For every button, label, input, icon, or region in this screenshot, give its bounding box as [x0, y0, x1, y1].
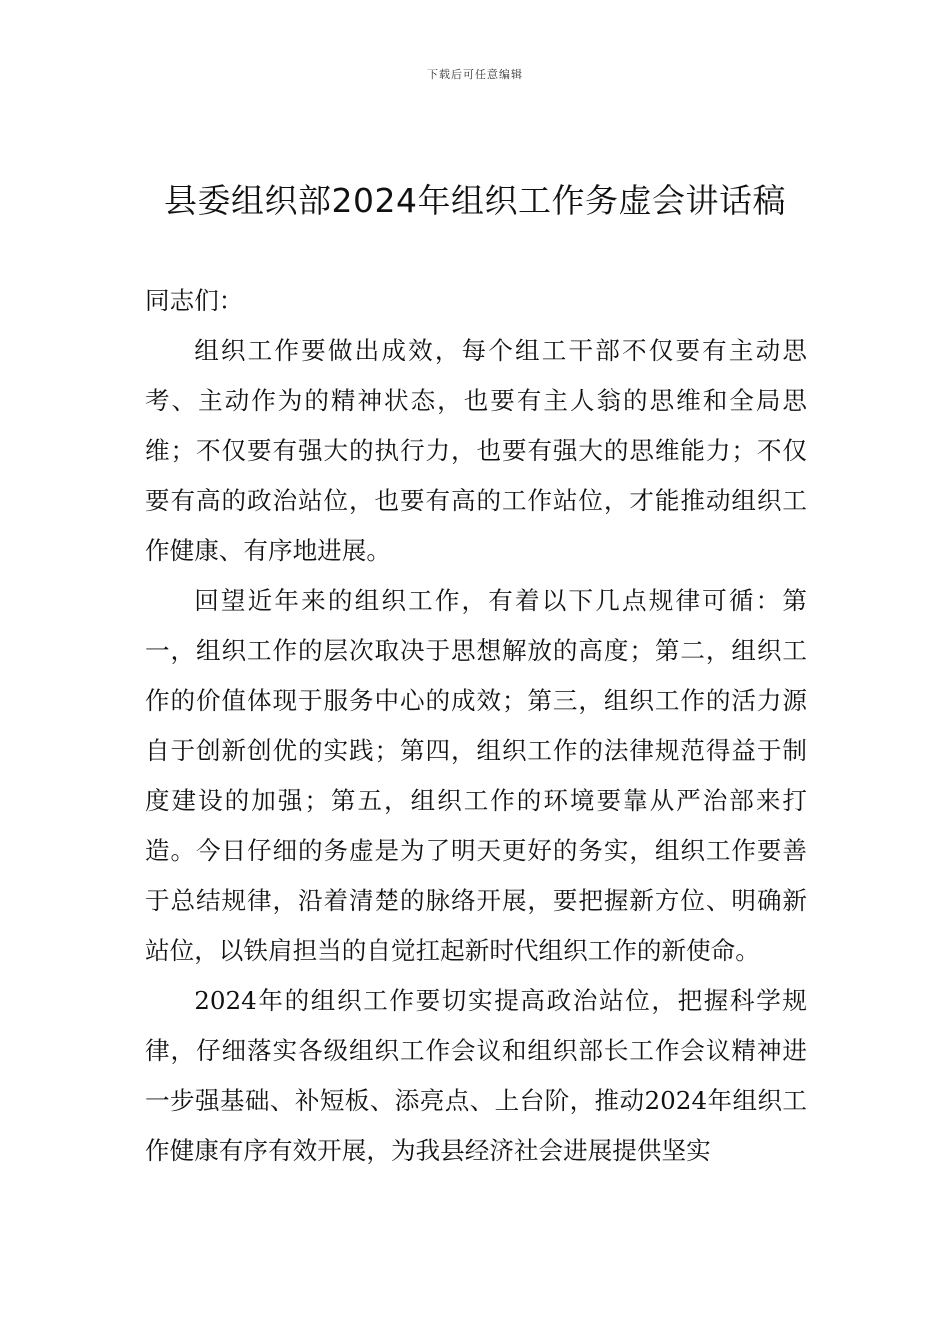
- document-title: 县委组织部2024年组织工作务虚会讲话稿: [164, 181, 786, 220]
- paragraph-3: 2024年的组织工作要切实提高政治站位，把握科学规律，仔细落实各级组织工作会议和组织部长工作会议精神进一步强基础、补短板、添亮点、上台阶，推动2024年组织工作健康有序有效开展，为我县经济社会进展提供坚实: [145, 986, 807, 1165]
- salutation: 同志们：: [145, 286, 244, 315]
- paragraph-1: 组织工作要做出成效，每个组工干部不仅要有主动思考、主动作为的精神状态，也要有主人翁的思维和全局思维；不仅要有强大的执行力，也要有强大的思维能力；不仅要有高的政治站位，也要有高的工作站位，才能推动组织工作健康、有序地进展。: [145, 336, 807, 565]
- download-note: 下载后可任意编辑: [427, 68, 523, 81]
- paragraph-2: 回望近年来的组织工作，有着以下几点规律可循：第一，组织工作的层次取决于思想解放的高度；第二，组织工作的价值体现于服务中心的成效；第三，组织工作的活力源自于创新创优的实践；第四，组织工作的法律规范得益于制度建设的加强；第五，组织工作的环境要靠从严治部来打造。今日仔细的务虚是为了明天更好的务实，组织工作要善于总结规律，沿着清楚的脉络开展，要把握新方位、明确新站位，以铁肩担当的自觉扛起新时代组织工作的新使命。: [145, 586, 807, 965]
- document-body: [145, 276, 807, 1176]
